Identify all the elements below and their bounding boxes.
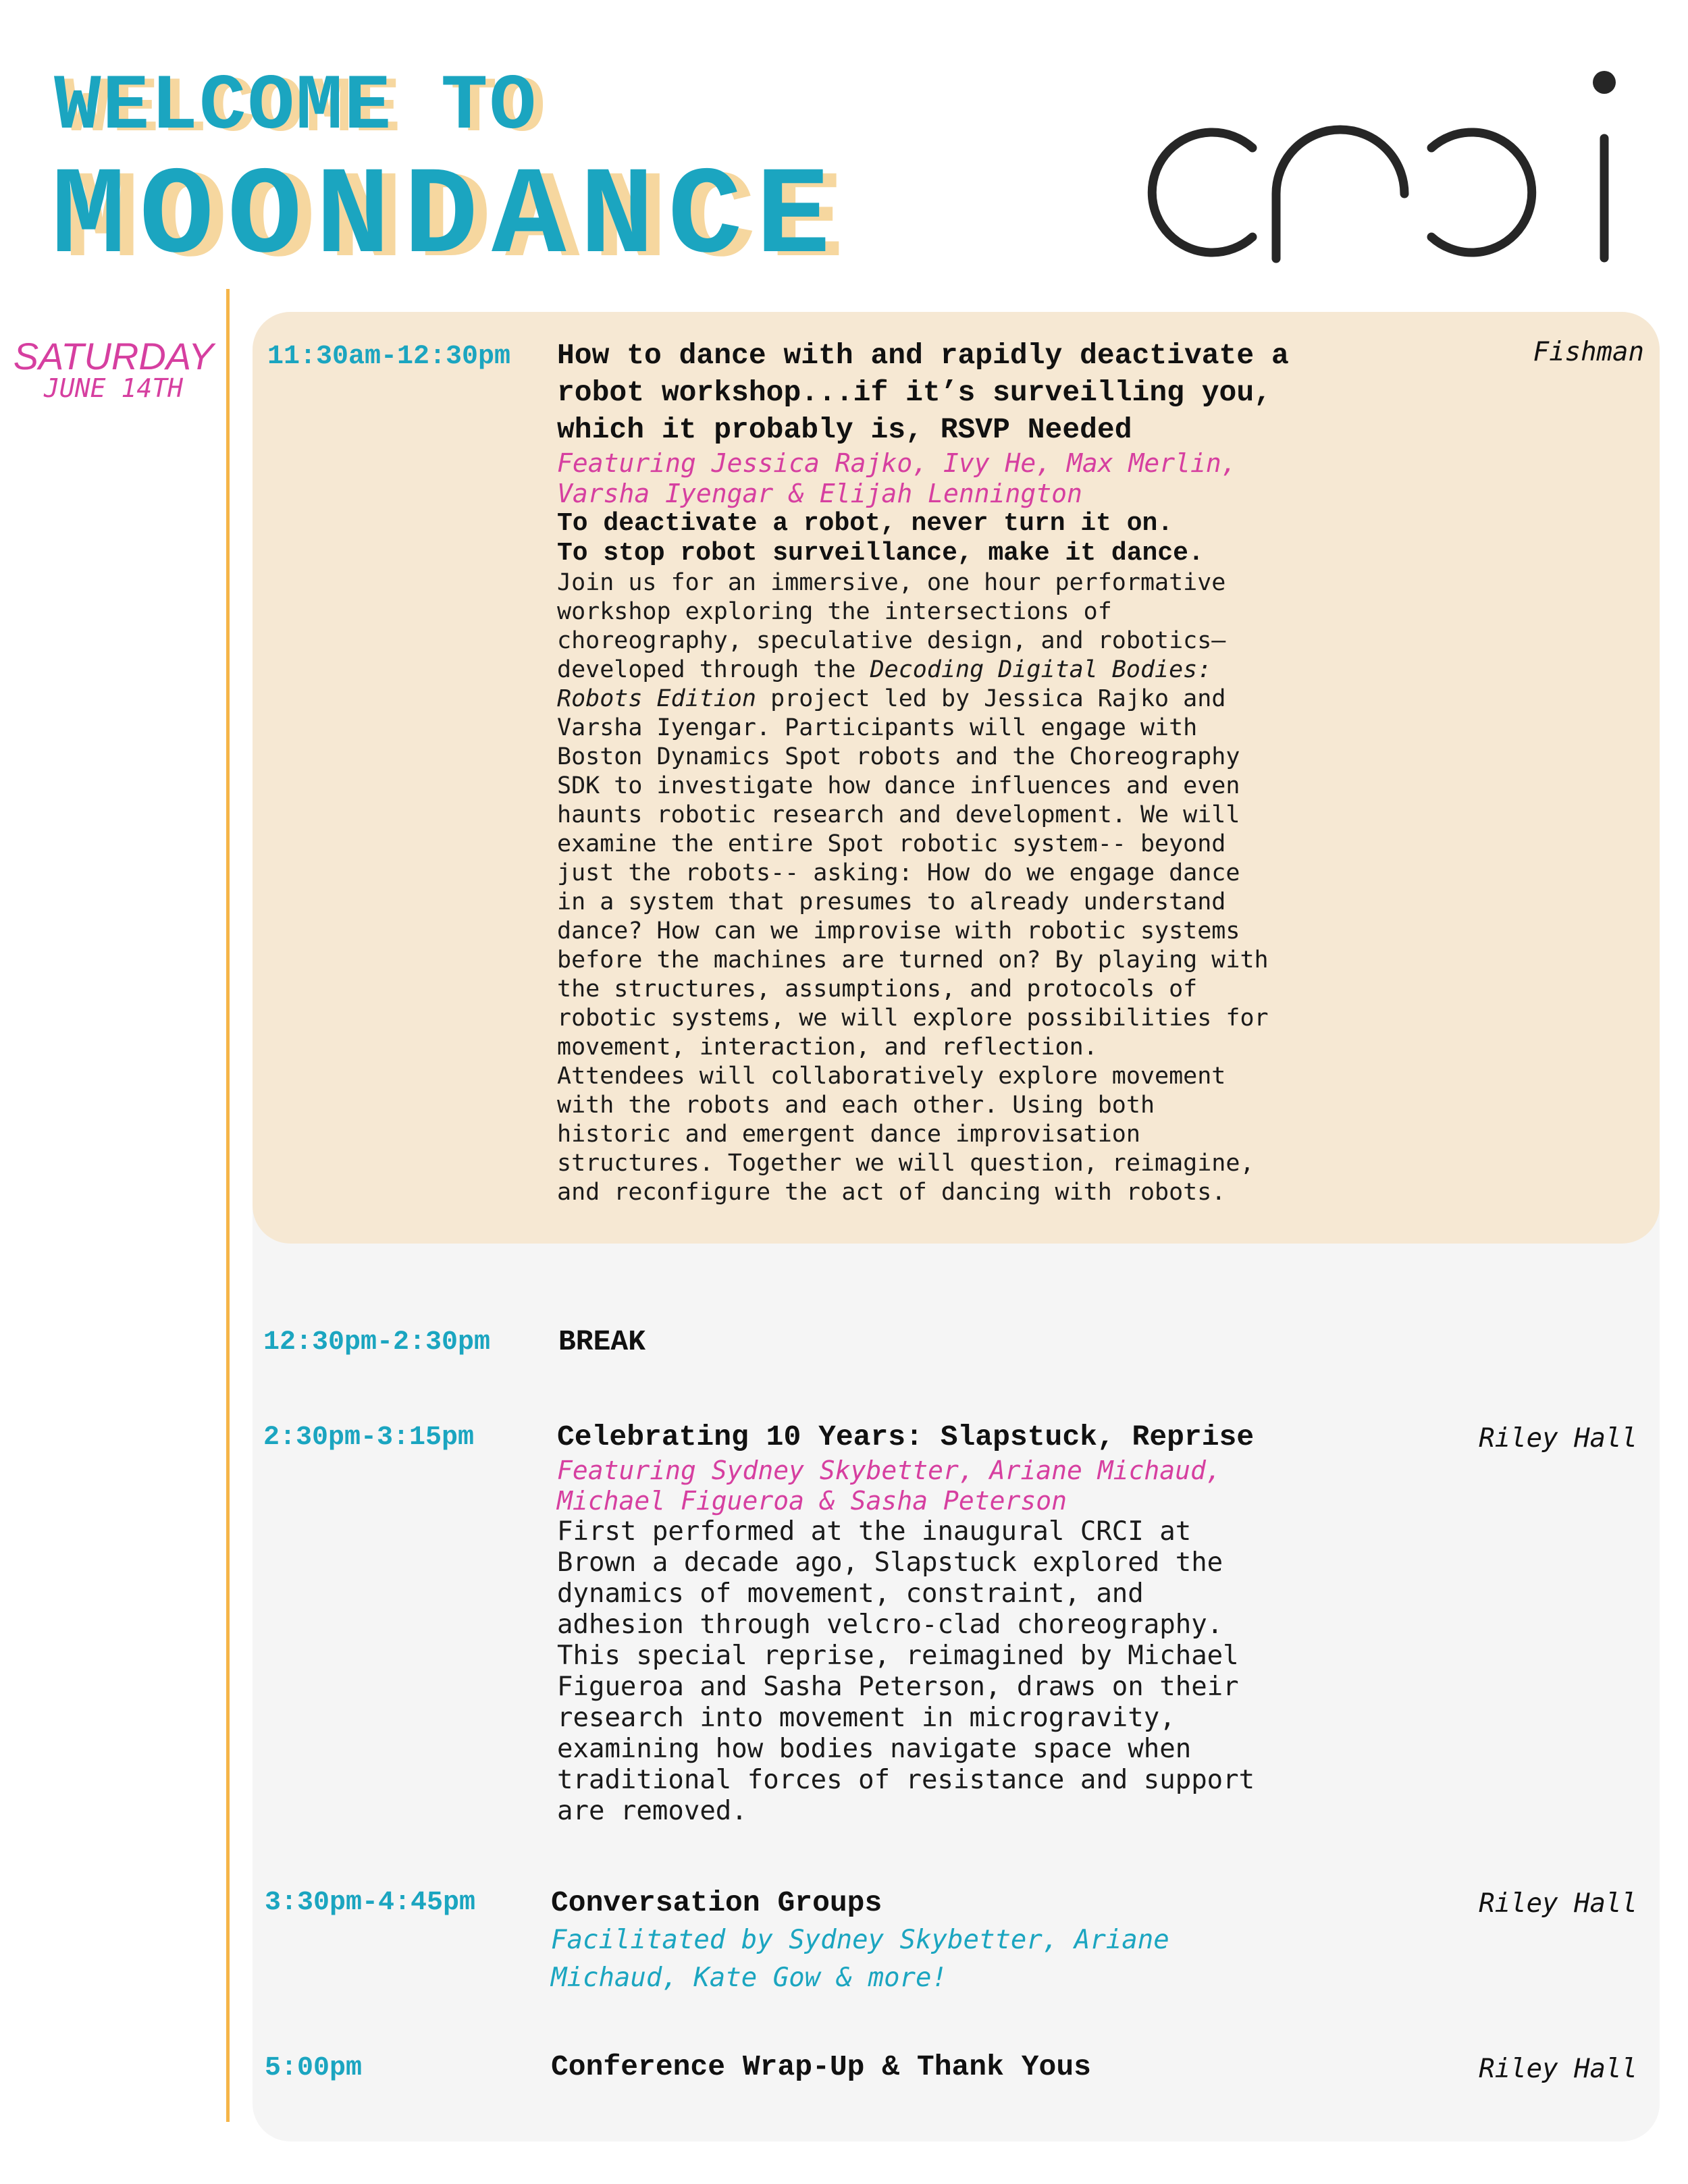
- session-description: Join us for an immersive, one hour performative workshop exploring the intersections of choreography, speculative design, and robotics— developed through the Decoding Digital Bodies: Robots Edition project led by Jessica Rajko and Varsha Iyengar. Participants will engage with Boston Dynamics Spot robots and the Choreography SDK to investigate how dance influences and even haunts robotic research and development. We will examine the entire Spot robotic system-- beyond just the robots-- asking: How do we engage dance in a system that presumes to already understand dance? How can we improvise with robotic systems before the machines are turned on? By playing with the structures, assumptions, and protocols of robotic systems, we will explore possibilities for movement, interaction, and reflection. Attendees will collaboratively explore movement with the robots and each other. Using both historic and emergent dance improvisation structures. Together we will question, reimagine, and reconfigure the act of dancing with robots.: [557, 569, 1269, 1206]
- session-location: Riley Hall: [1479, 1888, 1637, 1919]
- session-location: Riley Hall: [1479, 1423, 1637, 1454]
- session-time: 2:30pm-3:15pm: [263, 1422, 475, 1453]
- session-location: Riley Hall: [1479, 2054, 1637, 2084]
- session-time: 5:00pm: [265, 2053, 363, 2083]
- session-facilitators: Facilitated by Sydney Skybetter, Ariane Michaud, Kate Gow & more!: [551, 1925, 1169, 1993]
- crci-logo: [1134, 64, 1634, 267]
- session-title: BREAK: [558, 1325, 646, 1358]
- timeline-divider: [226, 289, 230, 2122]
- session-time: 11:30am-12:30pm: [267, 342, 511, 372]
- session-featuring: Featuring Jessica Rajko, Ivy He, Max Merlin, Varsha Iyengar & Elijah Lennington: [557, 448, 1237, 508]
- session-time: 3:30pm-4:45pm: [265, 1888, 476, 1918]
- session-title: How to dance with and rapidly deactivate a robot workshop...if it’s surveilling you, which it probably is, RSVP Needed: [557, 339, 1289, 446]
- session-title: Conversation Groups: [551, 1886, 882, 1919]
- session-title: Celebrating 10 Years: Slapstuck, Reprise: [557, 1420, 1255, 1454]
- session-featuring: Featuring Sydney Skybetter, Ariane Michaud, Michael Figueroa & Sasha Peterson: [557, 1456, 1221, 1516]
- session-details: [551, 1884, 1169, 1997]
- session-details: [557, 337, 1289, 1207]
- session-description: First performed at the inaugural CRCI at Brown a decade ago, Slapstuck explored the dynamics of movement, constraint, and adhesion through velcro-clad choreography. This special reprise, reimagined by Michael Figueroa and Sasha Peterson, draws on their research into movement in microgravity, examining how bodies navigate space when traditional forces of resistance and support are removed.: [557, 1516, 1255, 1826]
- welcome-heading: WELCOME TO: [54, 62, 538, 151]
- session-time: 12:30pm-2:30pm: [263, 1327, 491, 1358]
- session-tagline: To deactivate a robot, never turn it on. To stop robot surveillance, make it dance.: [557, 509, 1204, 568]
- event-title: MOONDANCE: [51, 149, 844, 289]
- session-location: Fishman: [1533, 337, 1644, 367]
- session-title: Conference Wrap-Up & Thank Yous: [551, 2050, 1091, 2083]
- date-label: JUNE 14TH: [44, 373, 183, 403]
- session-details: [557, 1418, 1255, 1827]
- day-label: SATURDAY: [13, 335, 214, 377]
